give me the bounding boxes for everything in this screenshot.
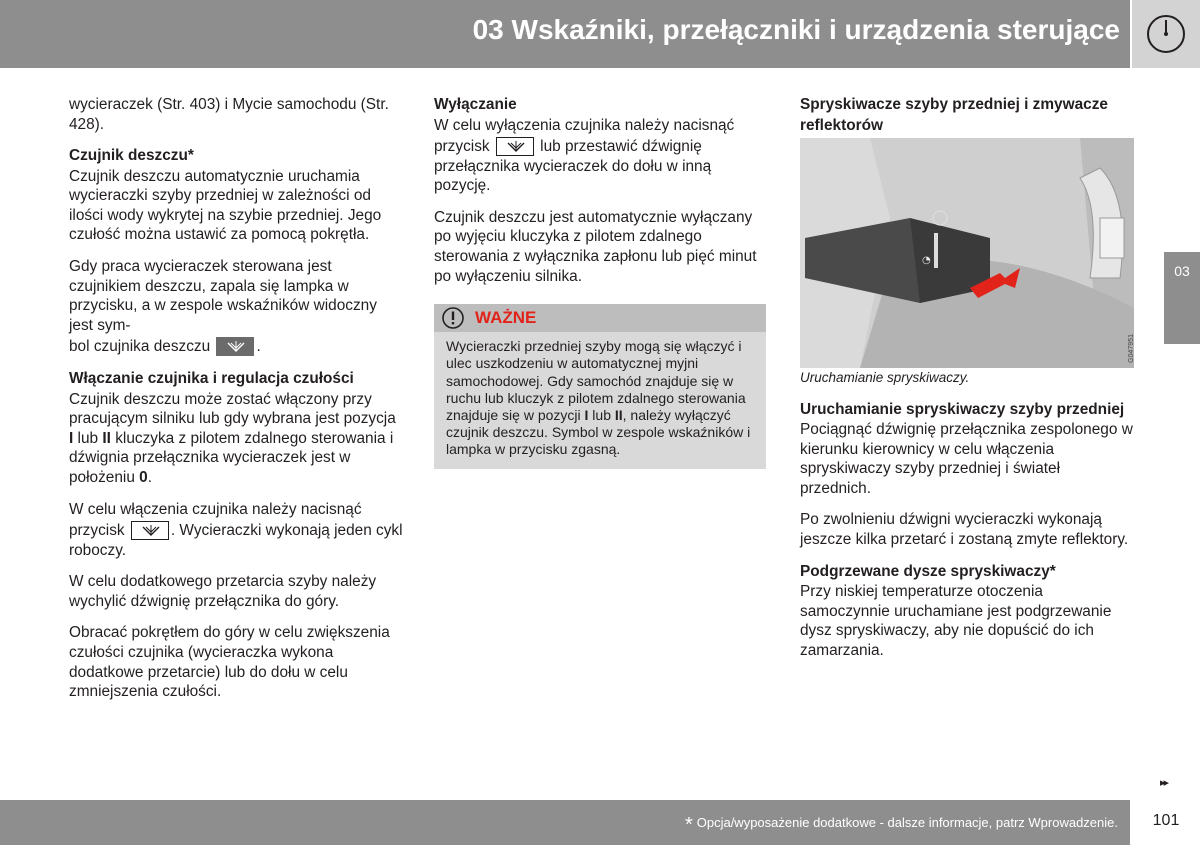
warning-text — [434, 332, 766, 458]
rain-sensor-symbol-text: bol czujnika deszczu — [69, 338, 211, 356]
start-washers-paragraph-1: Pociągnąć dźwignię przełącznika zespolonego w kierunku kierownicy w celu włączenia spryskiwaczy szyby przedniej i świateł przednich. — [800, 421, 1133, 497]
text-run: Wycieraczki przedniej szyby mogą się włączyć i ulec uszkodzeniu w automatycznej myjni samochodowej. Gdy samochód znajduje się w ruchu lub kluczyk z pilotem zdalnego sterowania znajduje się w pozycji — [446, 338, 746, 424]
photo-caption: Uruchamianie spryskiwaczy. — [800, 370, 970, 385]
column-3 — [800, 95, 1134, 673]
footer-note — [685, 814, 1118, 837]
footnote-text: Opcja/wyposażenie dodatkowe - dalsze informacje, patrz Wprowadzenie. — [696, 815, 1118, 830]
page-number: 101 — [1152, 812, 1180, 829]
photo-code: G047951 — [1128, 334, 1135, 363]
intro-paragraph: wycieraczek (Str. 403) i Mycie samochodu (Str. 428). — [69, 96, 389, 133]
column-2 — [434, 95, 769, 469]
rain-sensor-symbol-icon — [216, 337, 254, 356]
text-run: Czujnik deszczu może zostać włączony przy pracującym silniku lub gdy wybrana jest pozycja — [69, 390, 396, 428]
text-run: przycisk — [434, 138, 490, 156]
text-run: . — [147, 468, 153, 486]
key-position-i: I — [69, 429, 74, 447]
off-paragraph-1b — [434, 137, 769, 196]
off-paragraph-1a: W celu wyłączenia czujnika należy nacisnąć — [434, 116, 735, 134]
warning-title: WAŻNE — [475, 308, 537, 328]
rain-sensor-paragraph-1: Czujnik deszczu automatycznie uruchamia wycieraczki szyby przedniej w zależności od ilości wody wykrytej na szybie przedniej. Jego czułość można ustawić za pomocą pokrętła. — [69, 167, 382, 244]
start-washers-paragraph-2: Po zwolnieniu dźwigni wycieraczki wykonają jeszcze kilka przetarć i zostaną zmyte reflektory. — [800, 511, 1129, 549]
activation-paragraph-1 — [69, 390, 404, 488]
rain-sensor-button-icon — [131, 521, 169, 540]
text-run: przycisk — [69, 522, 125, 540]
key-position-ii: II — [614, 407, 623, 424]
warning-box — [434, 304, 766, 468]
text-run: kluczyka z pilotem zdalnego sterowania i dźwignia przełącznika wycieraczek jest w położeniu — [69, 429, 394, 486]
heated-nozzles-heading: Podgrzewane dysze spryskiwaczy* — [800, 562, 1056, 580]
next-page-arrows[interactable]: ▸▸ — [1160, 777, 1168, 789]
speedometer-icon — [1132, 0, 1200, 68]
key-position-i: I — [584, 407, 589, 424]
rain-sensor-heading: Czujnik deszczu* — [69, 147, 194, 165]
text-run: lub — [73, 429, 103, 447]
washers-heading: Spryskiwacze szyby przedniej i zmywacze reflektorów — [800, 96, 1108, 134]
period: . — [256, 338, 261, 356]
activation-paragraph-3: W celu dodatkowego przetarcia szyby należy wychylić dźwignię przełącznika do góry. — [69, 573, 377, 610]
rain-sensor-paragraph-2-end — [69, 337, 404, 357]
start-washers-heading: Uruchamianie spryskiwaczy szyby przedniej — [800, 400, 1125, 418]
activation-paragraph-4: Obracać pokrętłem do góry w celu zwiększenia czułości czujnika (wycieraczka wykona dodatkowe przetarcie) lub do dołu w celu zmniejszenia czułości. — [69, 624, 390, 701]
heated-nozzles-paragraph: Przy niskiej temperaturze otoczenia samoczynnie uruchamiane jest podgrzewanie dysz spryskiwaczy, aby nie dopuścić do ich zamarzania. — [800, 583, 1112, 659]
page-title: 03 Wskaźniki, przełączniki i urządzenia sterujące — [472, 14, 1120, 45]
lever-position-0: 0 — [139, 468, 148, 486]
text-run: lub przestawić dźwignię przełącznika wycieraczek do dołu w inną pozycję. — [434, 138, 712, 195]
activation-paragraph-2b — [69, 521, 404, 560]
off-paragraph-2: Czujnik deszczu jest automatycznie wyłączany po wyjęciu kluczyka z pilotem zdalnego sterowania z wyłącznika zapłonu lub pięć minut po wyłączeniu silnika. — [434, 208, 757, 285]
chapter-tab-label: 03 — [1174, 263, 1190, 279]
warning-header — [434, 304, 766, 332]
text-run: . Wycieraczki wykonają jeden cykl roboczy. — [69, 522, 403, 559]
rain-sensor-paragraph-2: Gdy praca wycieraczek sterowana jest czujnikiem deszczu, zapala się lampka w przycisku, a w zespole wskaźników widoczny jest sym- — [69, 258, 377, 334]
column-1 — [69, 95, 404, 714]
wiper-stalk-photo — [800, 138, 1134, 368]
rain-sensor-button-icon — [496, 137, 534, 156]
off-heading: Wyłączanie — [434, 96, 517, 113]
svg-text:◔: ◔ — [922, 255, 931, 266]
text-run: lub — [588, 407, 615, 424]
activation-heading: Włączanie czujnika i regulacja czułości — [69, 370, 354, 388]
warning-icon — [442, 307, 464, 329]
footnote-star: * — [684, 814, 693, 836]
key-position-ii: II — [102, 429, 111, 447]
text-run: , należy wyłączyć czujnik deszczu. Symbol w zespole wskaźników i lampka w przycisku zgasną. — [446, 407, 751, 458]
activation-paragraph-2a: W celu włączenia czujnika należy nacisnąć — [69, 500, 362, 518]
